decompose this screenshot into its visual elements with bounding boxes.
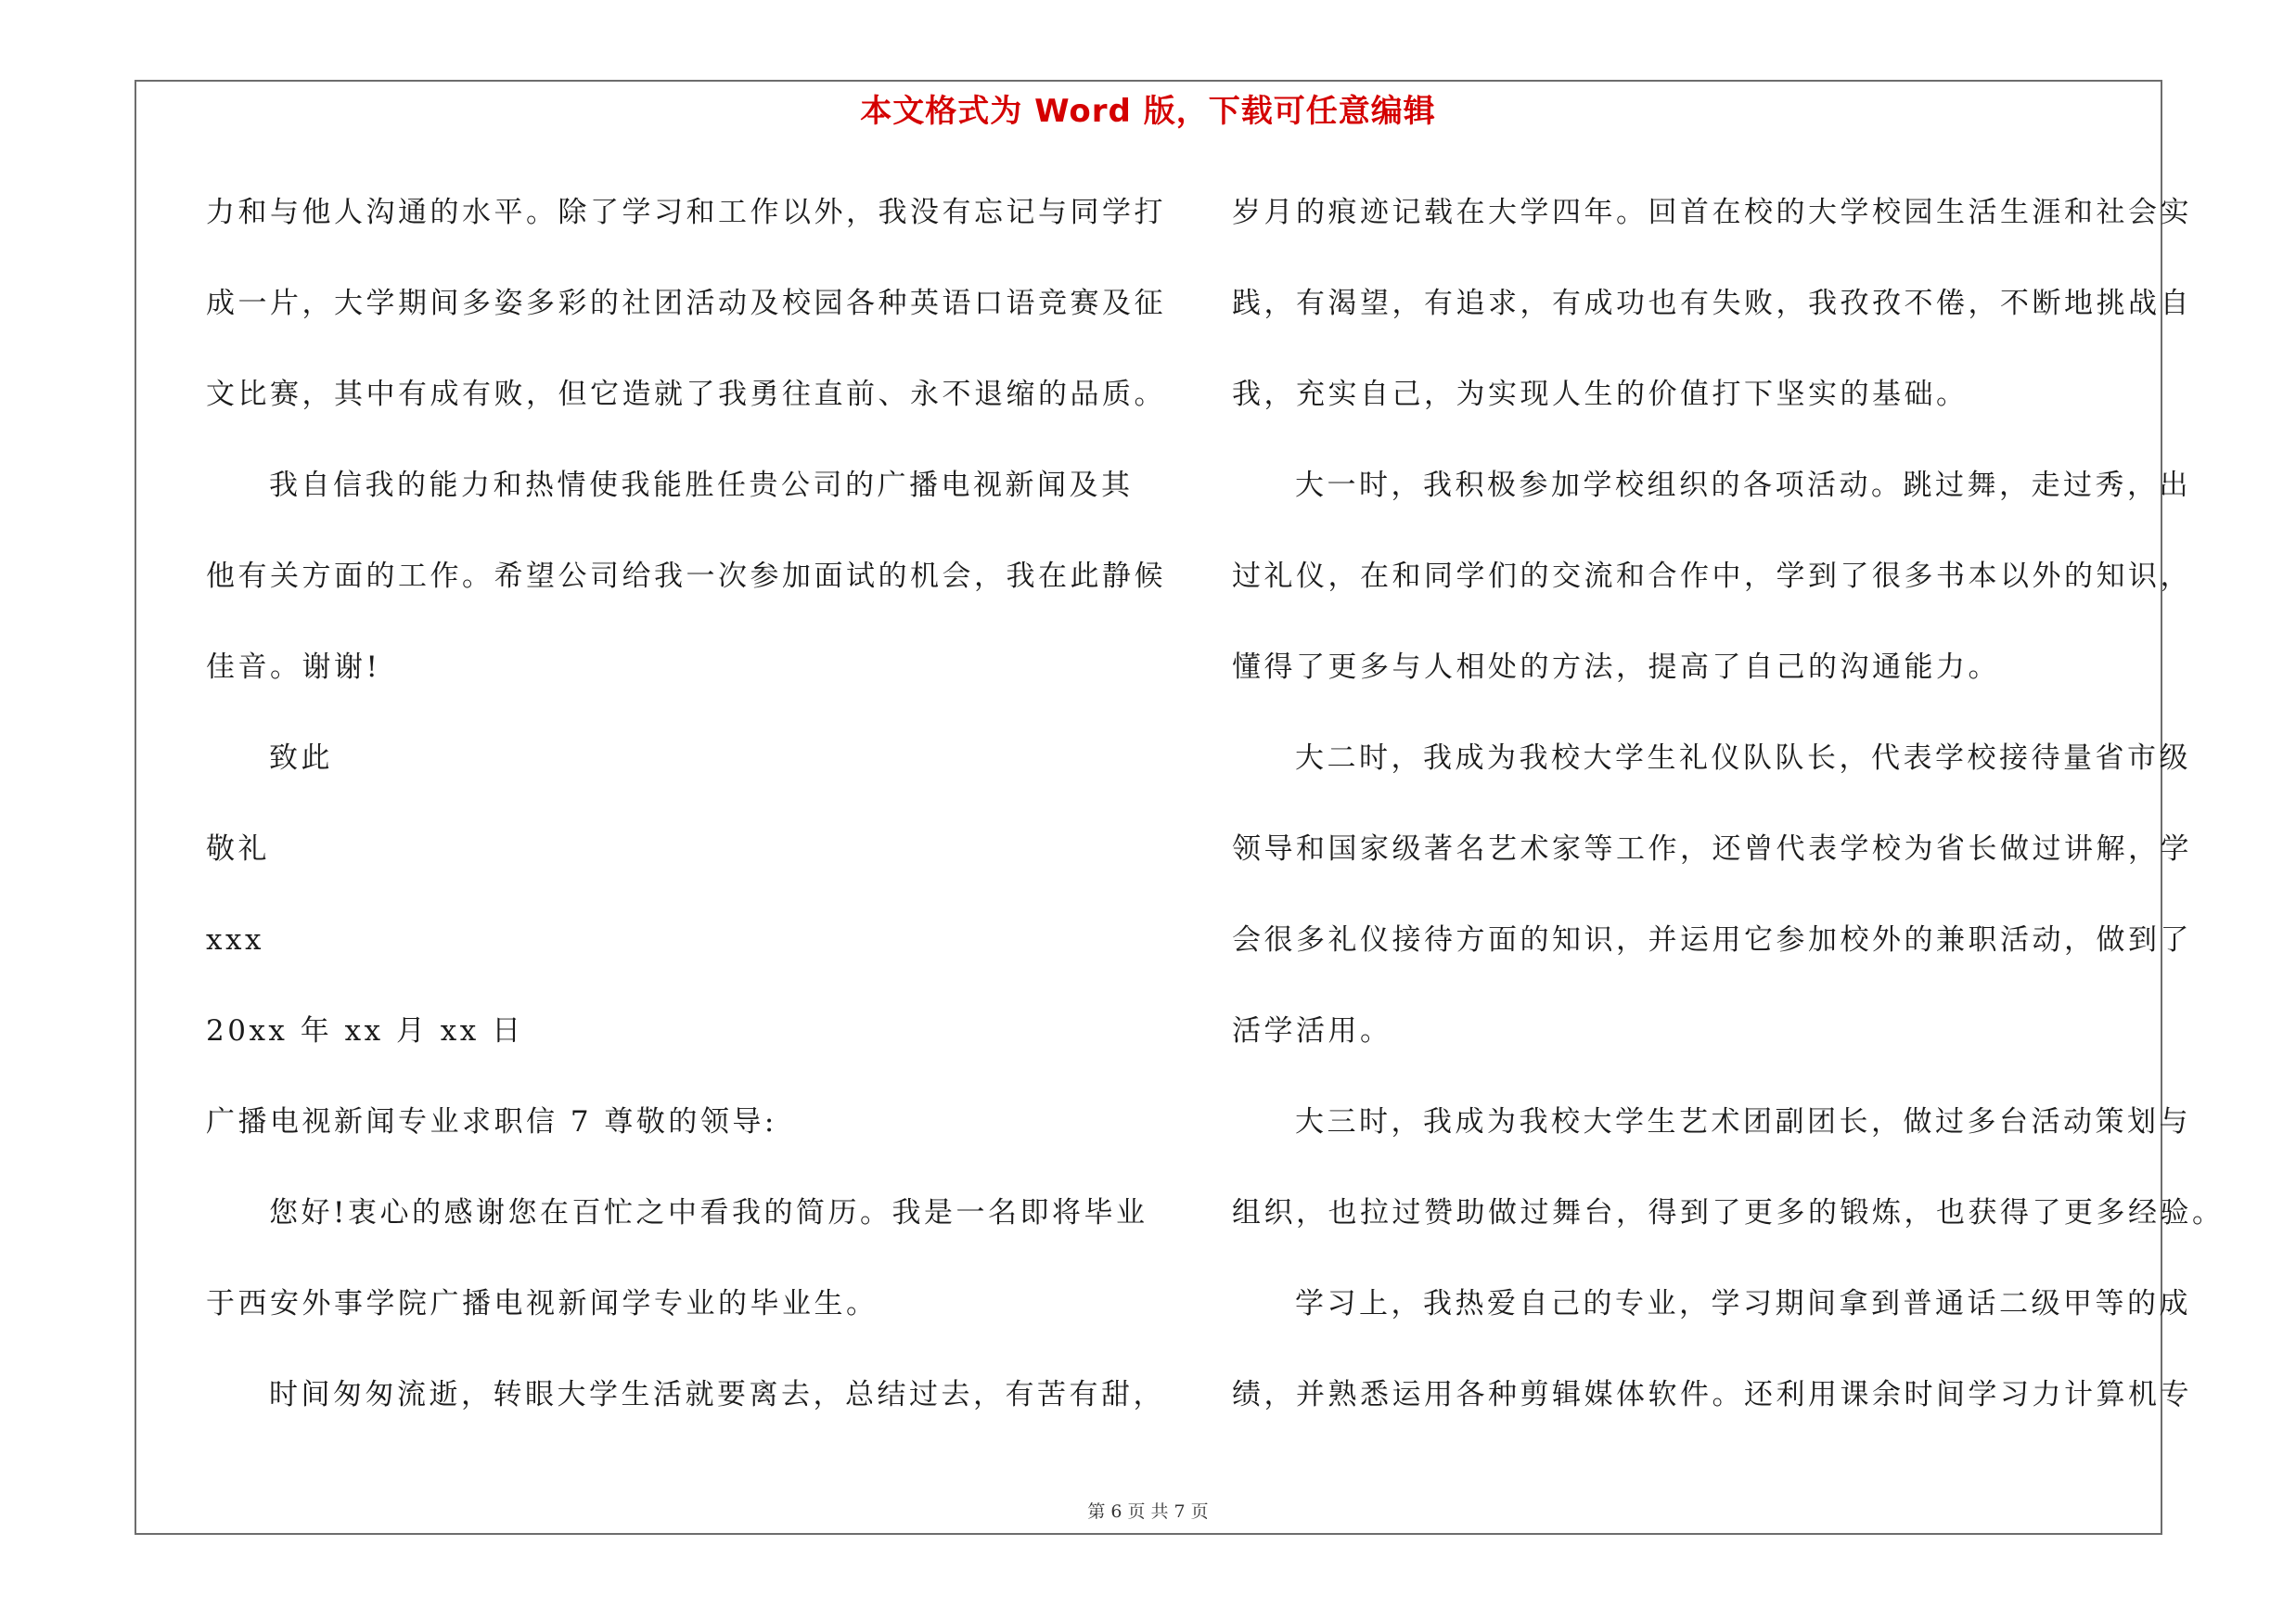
text-line: 组织，也拉过赞助做过舞台，得到了更多的锻炼，也获得了更多经验。 — [1232, 1196, 2225, 1230]
text-line: 大三时，我成为我校大学生艺术团副团长，做过多台活动策划与 — [1295, 1105, 2191, 1139]
text-line: 大二时，我成为我校大学生礼仪队队长，代表学校接待量省市级 — [1295, 741, 2191, 775]
text-line: 文比赛，其中有成有败，但它造就了我勇往直前、永不退缩的品质。 — [206, 378, 1166, 411]
text-line: 过礼仪，在和同学们的交流和合作中，学到了很多书本以外的知识， — [1232, 560, 2192, 593]
text-line: 我自信我的能力和热情使我能胜任贵公司的广播电视新闻及其 — [269, 469, 1134, 502]
text-line: 他有关方面的工作。希望公司给我一次参加面试的机会，我在此静候 — [206, 560, 1166, 593]
text-line: 20xx 年 xx 月 xx 日 — [206, 1014, 524, 1048]
text-line: 领导和国家级著名艺术家等工作，还曾代表学校为省长做过讲解，学 — [1232, 832, 2192, 866]
text-line: 学习上，我热爱自己的专业，学习期间拿到普通话二级甲等的成 — [1295, 1287, 2191, 1320]
text-line: 大一时，我积极参加学校组织的各项活动。跳过舞，走过秀，出 — [1295, 469, 2191, 502]
text-line: 活学活用。 — [1232, 1014, 1392, 1048]
text-line: xxx — [206, 923, 264, 957]
text-line: 力和与他人沟通的水平。除了学习和工作以外，我没有忘记与同学打 — [206, 196, 1166, 229]
text-line: 您好!衷心的感谢您在百忙之中看我的简历。我是一名即将毕业 — [269, 1196, 1148, 1230]
text-line: 我，充实自己，为实现人生的价值打下坚实的基础。 — [1232, 378, 1969, 411]
text-line: 于西安外事学院广播电视新闻学专业的毕业生。 — [206, 1287, 879, 1320]
text-line: 广播电视新闻专业求职信 7 尊敬的领导: — [206, 1105, 777, 1139]
text-line: 懂得了更多与人相处的方法，提高了自己的沟通能力。 — [1232, 650, 2000, 684]
left-text-column — [206, 182, 1166, 1455]
text-line: 会很多礼仪接待方面的知识，并运用它参加校外的兼职活动，做到了 — [1232, 923, 2192, 957]
right-text-column — [1232, 182, 2225, 1455]
text-line: 佳音。谢谢! — [206, 650, 381, 684]
format-banner: 本文格式为 Word 版，下载可任意编辑 — [860, 93, 1436, 130]
text-line: 敬礼 — [206, 832, 270, 866]
text-line: 岁月的痕迹记载在大学四年。回首在校的大学校园生活生涯和社会实 — [1232, 196, 2192, 229]
text-line: 绩，并熟悉运用各种剪辑媒体软件。还利用课余时间学习力计算机专 — [1232, 1378, 2192, 1411]
text-line: 时间匆匆流逝，转眼大学生活就要离去，总结过去，有苦有甜， — [269, 1378, 1165, 1411]
text-line: 成一片，大学期间多姿多彩的社团活动及校园各种英语口语竞赛及征 — [206, 287, 1166, 320]
page-number: 第 6 页 共 7 页 — [1087, 1501, 1209, 1522]
text-line: 践，有渴望，有追求，有成功也有失败，我孜孜不倦，不断地挑战自 — [1232, 287, 2192, 320]
text-line: 致此 — [269, 741, 333, 775]
